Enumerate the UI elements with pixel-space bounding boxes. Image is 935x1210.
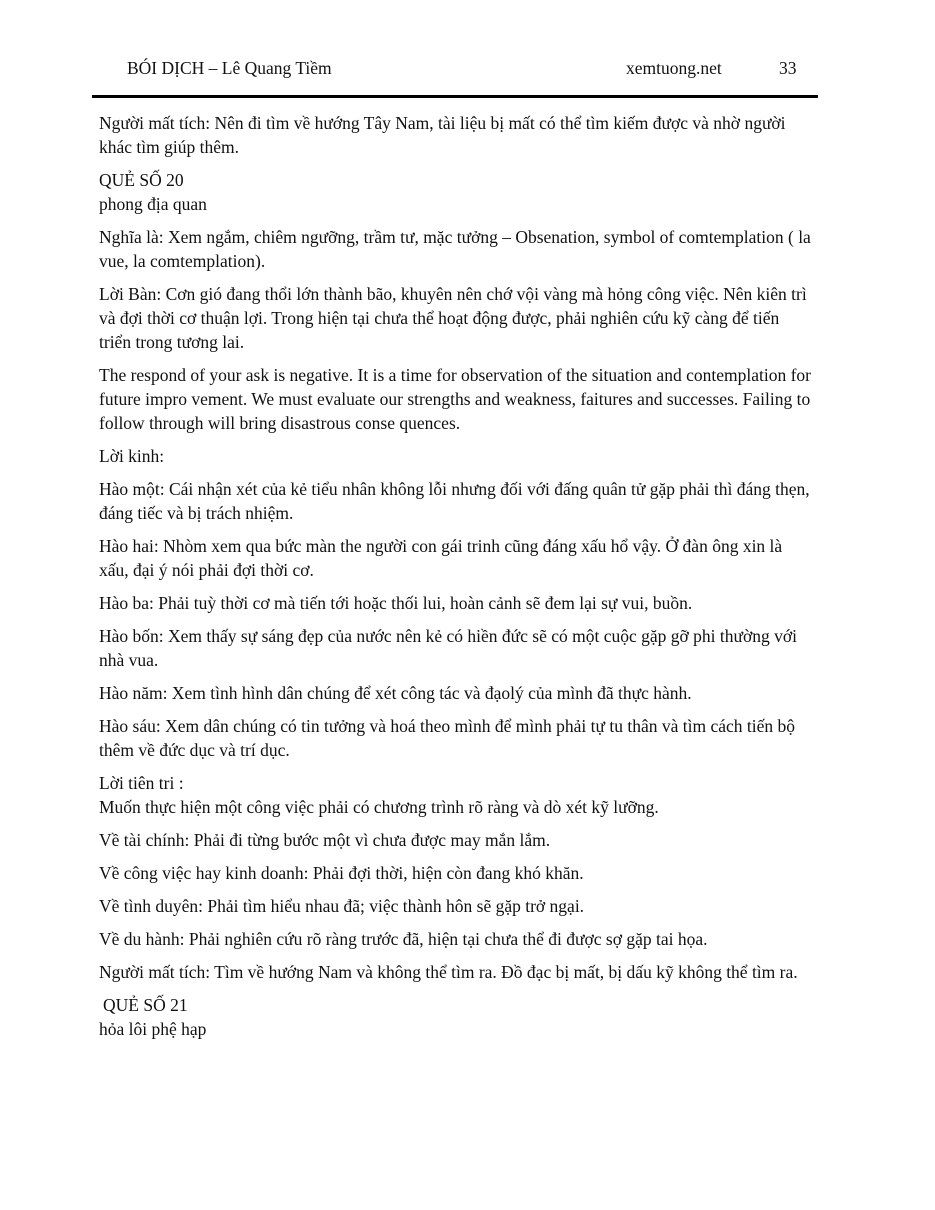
paragraph-prophecy: Muốn thực hiện một công việc phải có chương trình rõ ràng và dò xét kỹ lưỡng. <box>99 797 659 817</box>
paragraph-scripture-heading: Lời kinh: <box>99 446 165 466</box>
paragraph-line-2: Hào hai: Nhòm xem qua bức màn the người con gái trinh cũng đáng xấu hổ vậy. Ở đàn ông xin là xấu, đại ý nói phải đợi thời cơ. <box>99 536 783 580</box>
paragraph-commentary: Lời Bàn: Cơn gió đang thổi lớn thành bão, khuyên nên chớ vội vàng mà hỏng công việc. Nên kiên trì và đợi thời cơ thuận lợi. Trong hiện tại chưa thể hoạt động được, phải nghiên cứu kỹ càng để tiến triển trong tương lai. <box>99 284 807 352</box>
paragraph-business: Về công việc hay kinh doanh: Phải đợi thời, hiện còn đang khó khăn. <box>99 863 584 883</box>
paragraph-line-1: Hào một: Cái nhận xét của kẻ tiểu nhân không lỗi nhưng đối với đấng quân tử gặp phải thì đáng thẹn, đáng tiếc và bị trách nhiệm. <box>99 479 810 523</box>
paragraph-line-3: Hào ba: Phải tuỳ thời cơ mà tiến tới hoặc thối lui, hoàn cảnh sẽ đem lại sự vui, buồn. <box>99 593 693 613</box>
hexagram-20-heading: QUẺ SỐ 20 <box>99 170 184 190</box>
header-divider <box>92 95 818 98</box>
paragraph-meaning: Nghĩa là: Xem ngắm, chiêm ngưỡng, trầm tư, mặc tưởng – Obsenation, symbol of comtemplation ( la vue, la comtemplation). <box>99 227 811 271</box>
page-body <box>99 111 811 1050</box>
paragraph-missing-person-20: Người mất tích: Tìm về hướng Nam và không thể tìm ra. Đồ đạc bị mất, bị dấu kỹ không thể tìm ra. <box>99 962 798 982</box>
paragraph-love: Về tình duyên: Phải tìm hiểu nhau đã; việc thành hôn sẽ gặp trở ngại. <box>99 896 585 916</box>
hexagram-21-name: hỏa lôi phệ hạp <box>99 1019 207 1039</box>
paragraph-line-5: Hào năm: Xem tình hình dân chúng để xét công tác và đạolý của mình đã thực hành. <box>99 683 692 703</box>
hexagram-20-name: phong địa quan <box>99 194 207 214</box>
running-header-site: xemtuong.net <box>626 58 722 78</box>
paragraph-line-6: Hào sáu: Xem dân chúng có tin tưởng và hoá theo mình để mình phải tự tu thân và tìm cách tiến bộ thêm về đức dục và trí dục. <box>99 716 795 760</box>
paragraph-english: The respond of your ask is negative. It is a time for observation of the situation and contemplation for future impro vement. We must evaluate our strengths and weakness, faitures and successes. Failing to follow through will bring disastrous conse quences. <box>99 365 811 433</box>
paragraph-finance: Về tài chính: Phải đi từng bước một vì chưa được may mắn lắm. <box>99 830 551 850</box>
running-header-title: BÓI DỊCH – Lê Quang Tiềm <box>127 58 332 78</box>
paragraph-line-4: Hào bốn: Xem thấy sự sáng đẹp của nước nên kẻ có hiền đức sẽ có một cuộc gặp gỡ phi thường với nhà vua. <box>99 626 797 670</box>
hexagram-21-heading: QUẺ SỐ 21 <box>103 995 188 1015</box>
paragraph-prophecy-heading: Lời tiên tri : <box>99 773 184 793</box>
page-number: 33 <box>779 58 797 78</box>
paragraph-missing-person-19: Người mất tích: Nên đi tìm về hướng Tây Nam, tài liệu bị mất có thể tìm kiếm được và nhờ người khác tìm giúp thêm. <box>99 113 786 157</box>
paragraph-travel: Về du hành: Phải nghiên cứu rõ ràng trước đã, hiện tại chưa thể đi được sợ gặp tai họa. <box>99 929 708 949</box>
